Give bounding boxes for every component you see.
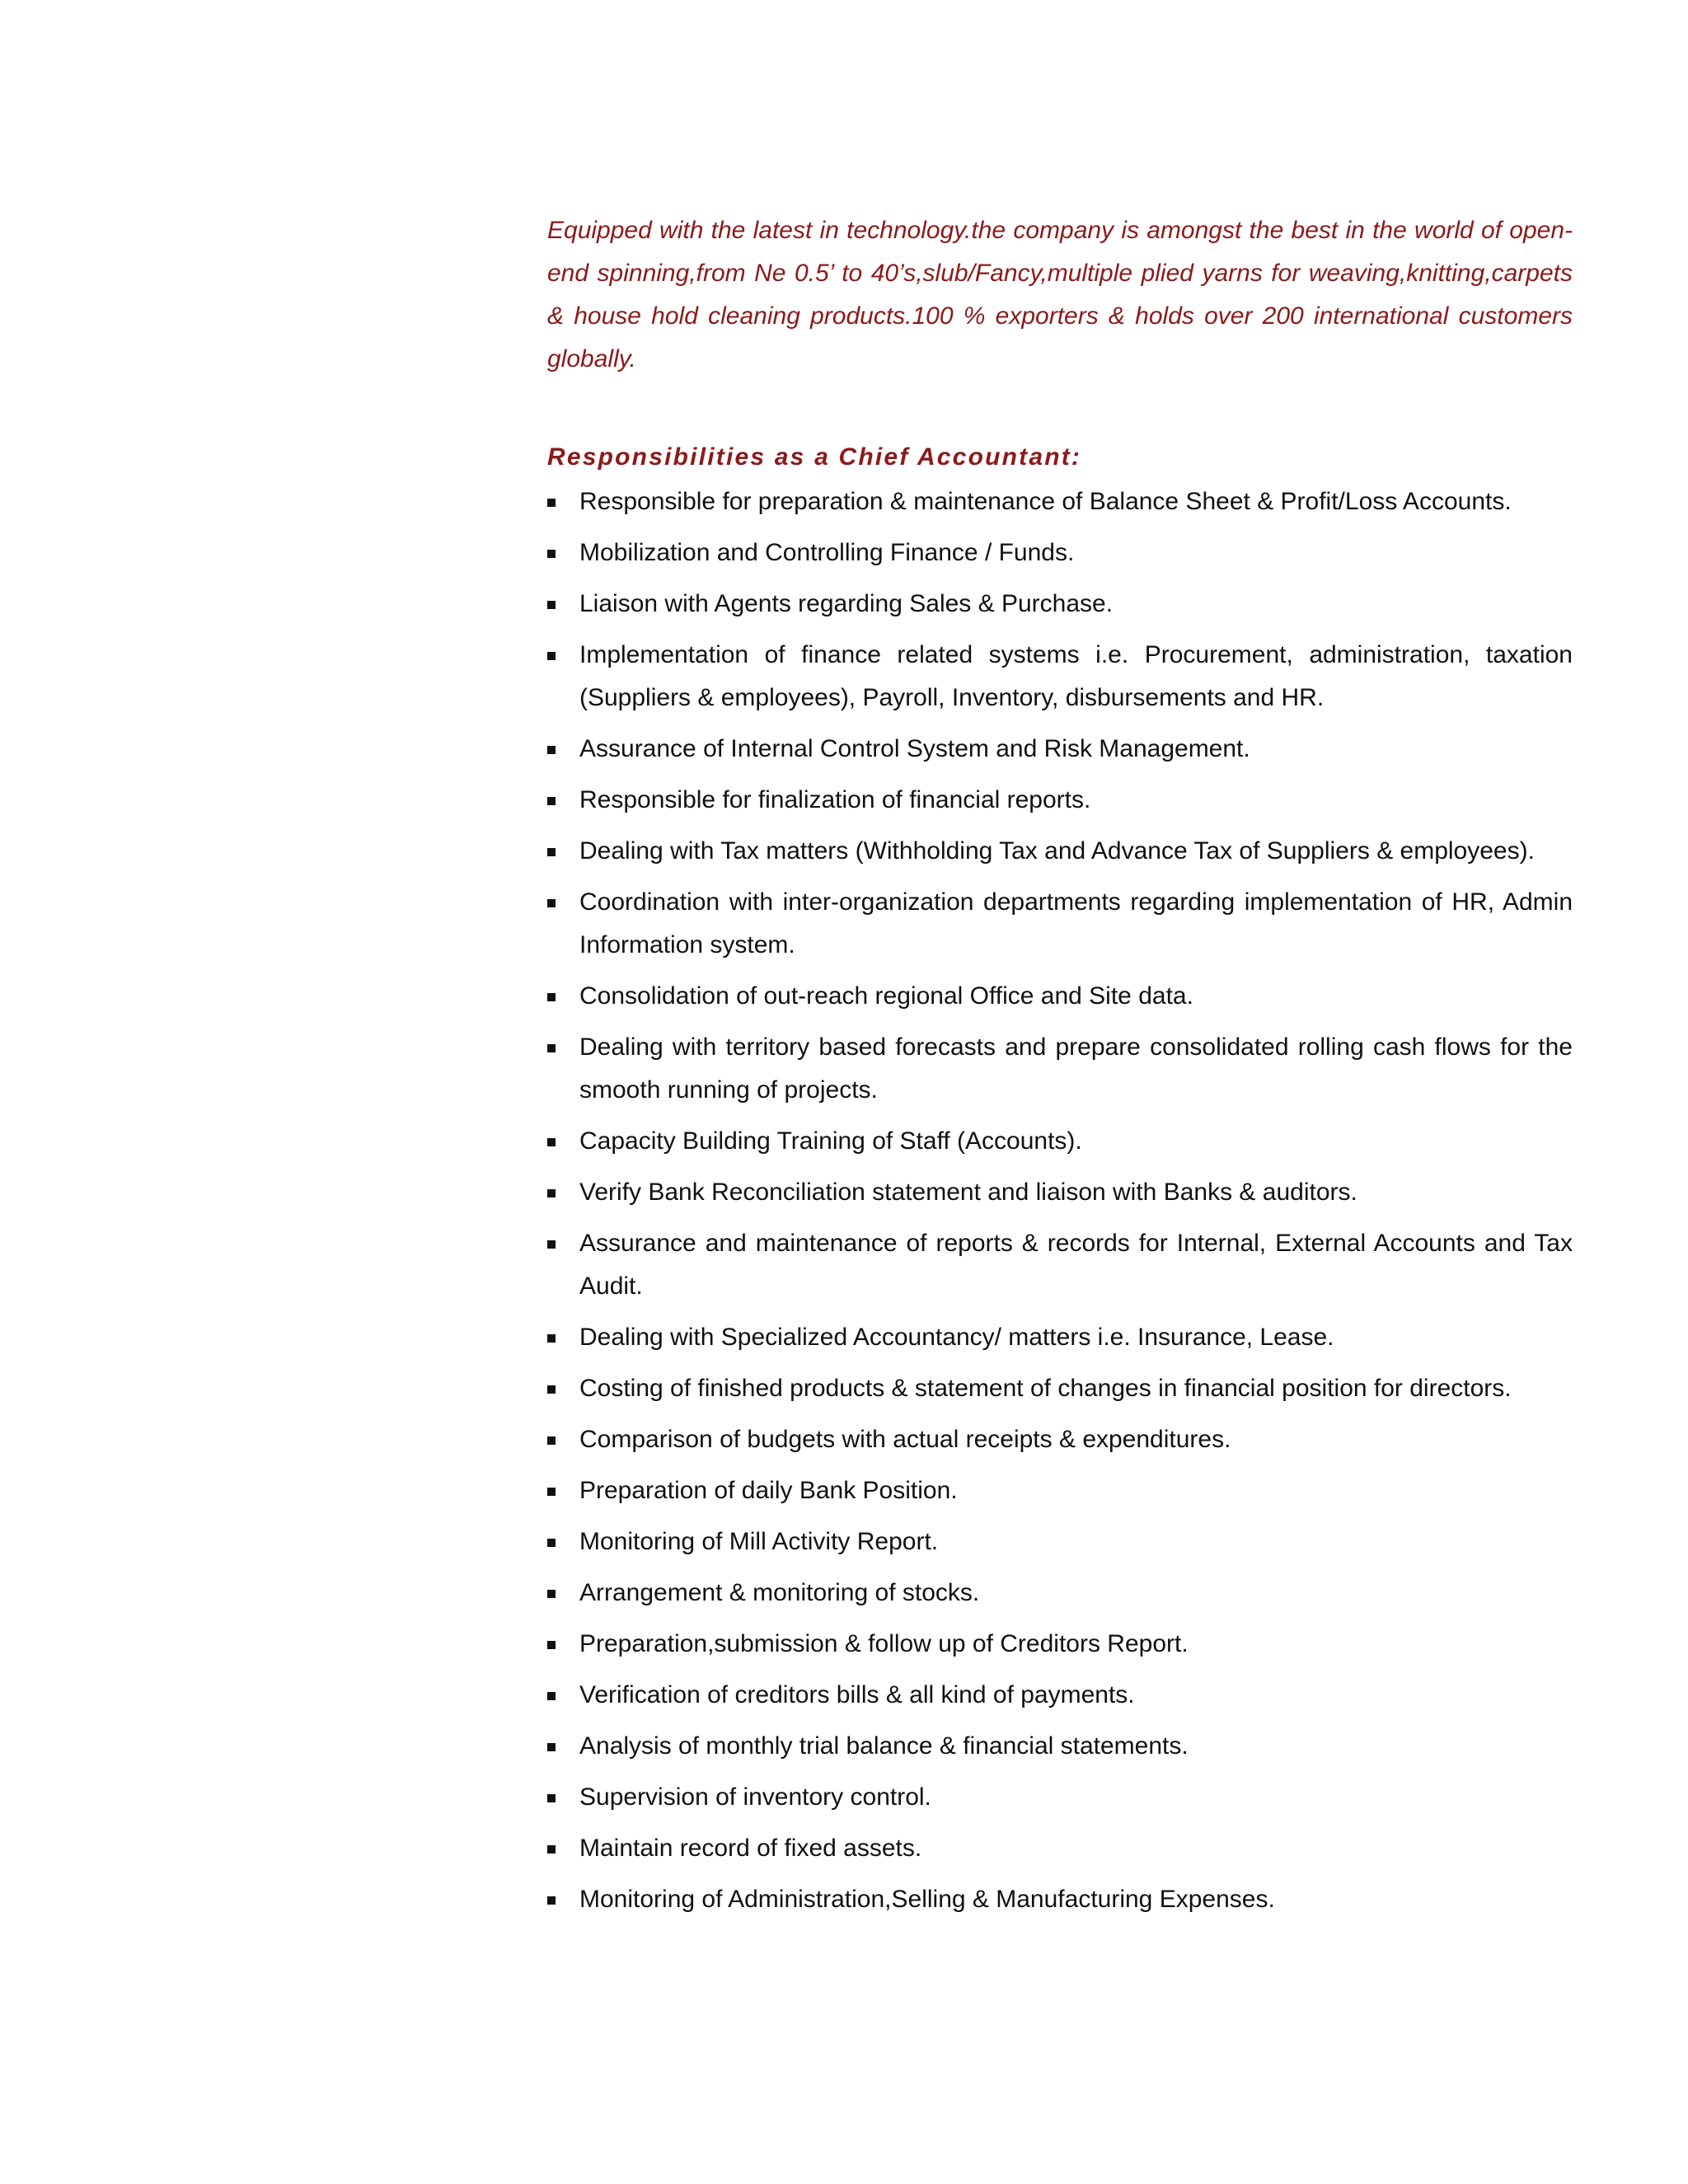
company-intro: Equipped with the latest in technology.the company is amongst the best in the world of open-end spinning,from Ne 0.5’ to 40’s,slub/Fancy,multiple plied yarns for weaving,knitting,carpets & house hold cleaning products.100 % exporters & holds over 200 international customers globally. [547,217,1573,373]
square-bullet-icon [547,993,556,1001]
list-item-text: Preparation of daily Bank Position. [579,1477,958,1504]
square-bullet-icon [547,1044,556,1052]
list-item-text: Assurance of Internal Control System and Risk Management. [579,735,1250,762]
square-bullet-icon [547,1590,556,1598]
list-item [547,1776,1573,1819]
list-item [547,634,1573,719]
square-bullet-icon [547,1743,556,1751]
list-item [547,1026,1573,1112]
square-bullet-icon [547,550,556,558]
list-item [547,1120,1573,1163]
list-item-text: Preparation,submission & follow up of Creditors Report. [579,1630,1189,1657]
list-item [547,1469,1573,1512]
list-item [547,1572,1573,1615]
square-bullet-icon [547,1641,556,1649]
list-item-text: Comparison of budgets with actual receipts & expenditures. [579,1426,1231,1453]
square-bullet-icon [547,1794,556,1802]
square-bullet-icon [547,1189,556,1197]
square-bullet-icon [547,1692,556,1700]
list-item-text: Costing of finished products & statement of changes in financial position for directors. [579,1375,1512,1402]
square-bullet-icon [547,1896,556,1905]
list-item-text: Implementation of finance related systems i.e. Procurement, administration, taxation (Suppliers & employees), Payroll, Inventory, disbursements and HR. [579,641,1573,711]
list-item-text: Consolidation of out-reach regional Office and Site data. [579,982,1193,1010]
list-item [547,1623,1573,1666]
document-content [547,209,1573,1929]
list-item-text: Monitoring of Mill Activity Report. [579,1528,939,1555]
list-item-text: Dealing with territory based forecasts and prepare consolidated rolling cash flows for the smooth running of projects. [579,1033,1573,1104]
list-item-text: Dealing with Specialized Accountancy/ matters i.e. Insurance, Lease. [579,1324,1334,1351]
list-item-text: Dealing with Tax matters (Withholding Tax and Advance Tax of Suppliers & employees). [579,837,1535,865]
list-item [547,881,1573,967]
list-item-text: Arrangement & monitoring of stocks. [579,1579,980,1606]
square-bullet-icon [547,899,556,907]
responsibilities-list [547,480,1573,1921]
section-heading: Responsibilities as a Chief Accountant: [547,443,1082,471]
list-item-text: Capacity Building Training of Staff (Accounts). [579,1127,1082,1155]
list-item-text: Supervision of inventory control. [579,1783,931,1811]
list-item-text: Analysis of monthly trial balance & financial statements. [579,1732,1189,1760]
square-bullet-icon [547,848,556,856]
square-bullet-icon [547,797,556,805]
square-bullet-icon [547,1334,556,1343]
list-item [547,583,1573,626]
list-item [547,1725,1573,1768]
square-bullet-icon [547,601,556,609]
list-item-text: Verify Bank Reconciliation statement and liaison with Banks & auditors. [579,1179,1357,1206]
square-bullet-icon [547,652,556,660]
square-bullet-icon [547,1845,556,1854]
list-item-text: Monitoring of Administration,Selling & Manufacturing Expenses. [579,1886,1275,1913]
list-item [547,480,1573,523]
list-item [547,1316,1573,1359]
list-item [547,1418,1573,1461]
list-item-text: Verification of creditors bills & all kind of payments. [579,1681,1135,1708]
list-item [547,830,1573,873]
list-item-text: Assurance and maintenance of reports & records for Internal, External Accounts and Tax Audit. [579,1230,1573,1300]
square-bullet-icon [547,1240,556,1249]
list-item-text: Responsible for preparation & maintenance of Balance Sheet & Profit/Loss Accounts. [579,488,1512,515]
square-bullet-icon [547,746,556,754]
list-item-text: Liaison with Agents regarding Sales & Purchase. [579,590,1114,617]
list-item [547,1674,1573,1717]
list-item [547,975,1573,1018]
list-item [547,1222,1573,1308]
square-bullet-icon [547,1488,556,1496]
list-item [547,532,1573,574]
list-item-text: Maintain record of fixed assets. [579,1835,922,1862]
square-bullet-icon [547,1539,556,1547]
square-bullet-icon [547,1385,556,1394]
list-item [547,1827,1573,1870]
list-item [547,1171,1573,1214]
list-item [547,728,1573,771]
list-item-text: Coordination with inter-organization departments regarding implementation of HR, Admin Information system. [579,888,1573,958]
list-item [547,1878,1573,1921]
square-bullet-icon [547,499,556,507]
list-item [547,779,1573,822]
list-item [547,1367,1573,1410]
square-bullet-icon [547,1138,556,1146]
list-item [547,1521,1573,1563]
list-item-text: Responsible for finalization of financial reports. [579,786,1091,813]
square-bullet-icon [547,1436,556,1445]
list-item-text: Mobilization and Controlling Finance / Funds. [579,539,1075,566]
